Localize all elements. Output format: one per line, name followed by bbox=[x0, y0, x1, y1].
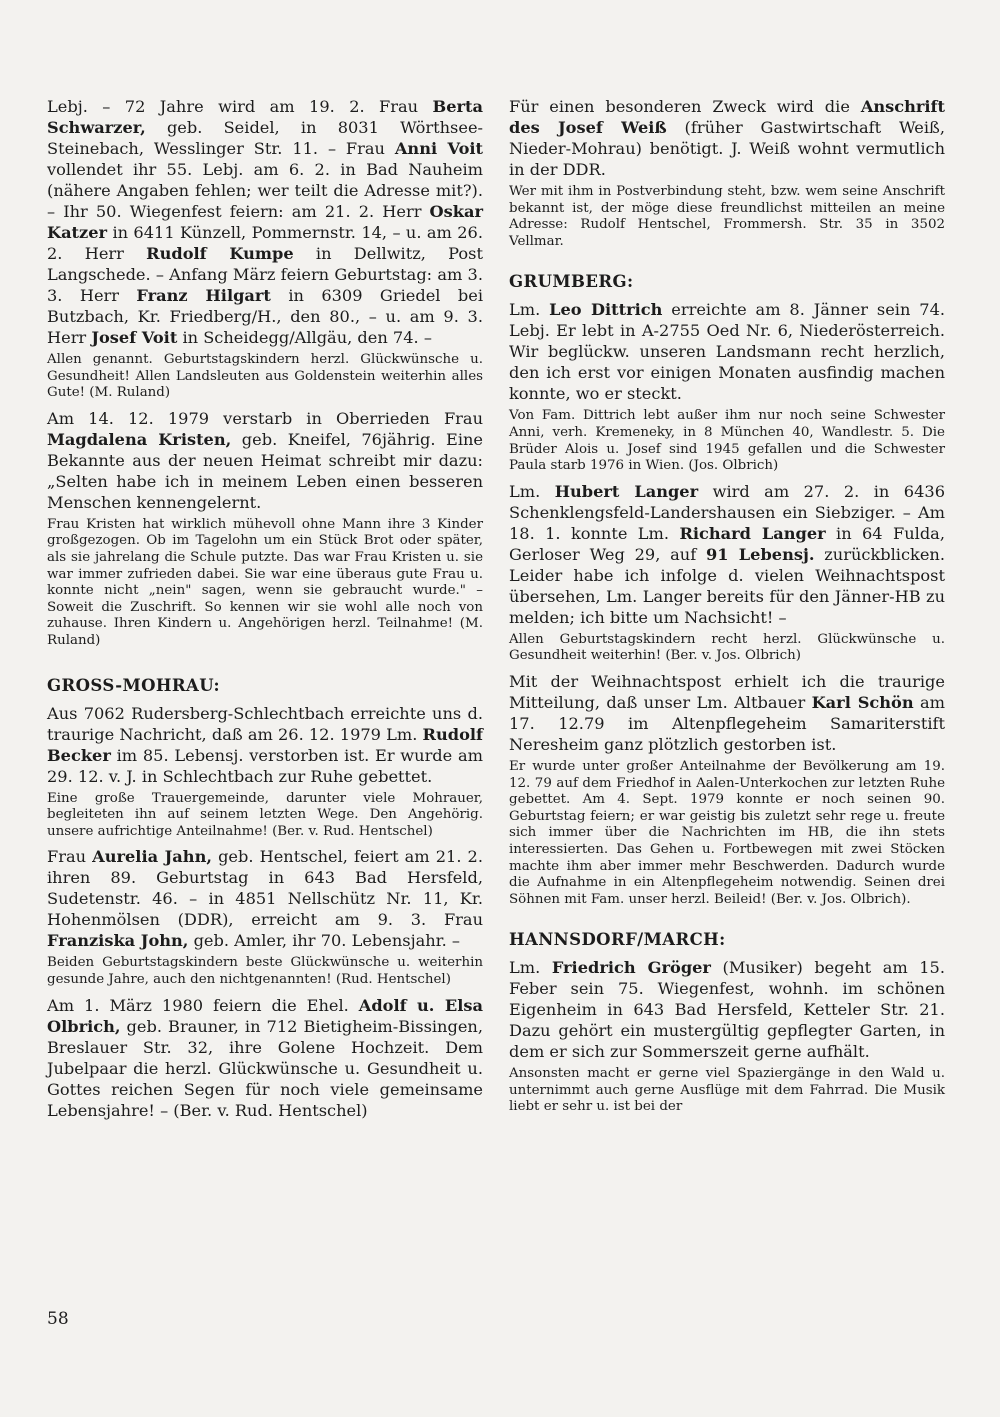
left-column bbox=[47, 96, 483, 1125]
bold-name: Anschrift des Josef Weiß bbox=[509, 97, 945, 137]
bold-name: Rudolf Becker bbox=[47, 724, 483, 765]
birthday-groeger-paragraph: Lm. Friedrich Gröger (Musiker) begeht am 15. Feber sein 75. Wiegenfest, wohnh. im schönen Eigenheim in 643 Bad Hersfeld, Ketteler Str. 21. Dazu gehört ein mustergültig gepflegter Garten, in dem er sich zur Sommerszeit gerne aufhält. bbox=[509, 958, 945, 1062]
section-heading-gross-mohrau: GROSS-MOHRAU: bbox=[47, 675, 220, 695]
bold-name: Anni Voit bbox=[394, 139, 483, 158]
page-number: 58 bbox=[47, 1309, 69, 1329]
birthday-jahn-john-note: Beiden Geburtstagskindern beste Glückwünsche u. weiterhin gesunde Jahre, auch den nichtgenannten! (Rud. Hentschel) bbox=[47, 955, 483, 987]
right-column bbox=[509, 96, 945, 1122]
section-heading-grumberg: GRUMBERG: bbox=[509, 272, 634, 292]
golden-wedding-paragraph: Am 1. März 1980 feiern die Ehel. Adolf u. Elsa Olbrich, geb. Brauner, in 712 Bietigheim-Bissingen, Breslauer Str. 32, ihre Golene Hochzeit. Dem Jubelpaar die herzl. Glückwünsche u. Gesundheit u. Gottes reichen Segen für noch viele gemeinsame Lebensjahre! – (Ber. v. Rud. Hentschel) bbox=[47, 995, 483, 1120]
bold-name: Franziska John, bbox=[47, 931, 189, 951]
bold-name: Adolf u. Elsa Olbrich, bbox=[47, 995, 483, 1036]
birthday-jahn-john-paragraph: Frau Aurelia Jahn, geb. Hentschel, feiert am 21. 2. ihren 89. Geburtstag in 643 Bad Hersfeld, Sudetenstr. 46. – in 4851 Nellschütz Nr. 11, Kr. Hohenmölsen (DDR), erreicht am 9. 3. Frau Franziska John, geb. Amler, ihr 70. Lebensjahr. – bbox=[47, 847, 483, 951]
birthday-langer-paragraph: Lm. Hubert Langer wird am 27. 2. in 6436 Schenklengsfeld-Landershausen ein Siebziger. – Am 18. 1. konnte Lm. Richard Langer in 64 Fulda, Gerloser Weg 29, auf 91 Lebensj. zurückblicken. Leider habe ich infolge d. vielen Weihnachtspost übersehen, Lm. Langer bereits für den Jänner-HB zu melden; ich bitte um Nachsicht! – bbox=[509, 481, 945, 627]
bold-name: Josef Voit bbox=[91, 328, 178, 347]
langer-wishes-note: Allen Geburtstagskindern recht herzl. Glückwünsche u. Gesundheit weiterhin! (Ber. v. Jos. Olbrich) bbox=[509, 631, 945, 664]
bold-name: Berta Schwarzer, bbox=[47, 97, 483, 137]
birthday-wishes-note: Allen genannt. Geburtstagskindern herzl. Glückwünsche u. Gesundheit! Allen Landsleuten aus Goldenstein weiterhin alles Gute! (M. Ruland) bbox=[47, 352, 483, 401]
bold-name: Magdalena Kristen, bbox=[47, 429, 232, 449]
bold-name: Aurelia Jahn, bbox=[92, 847, 212, 867]
obituary-schoen-note: Er wurde unter großer Anteilnahme der Bevölkerung am 19. 12. 79 auf dem Friedhof in Aalen-Unterkochen zur letzten Ruhe gebettet. Am 4. Sept. 1979 konnte er noch seinen 90. Geburtstag feiern; er war geistig bis zuletzt sehr rege u. freute sich immer über die Nachrichten im HB, die ihn stets interessierten. Das Gehen u. Fortbewegen mit zwei Stöcken machte ihm aber immer mehr Beschwerden. Dadurch wurde die Aufnahme in ein Altenpflegeheim notwendig. Seinen drei Söhnen mit Fam. unser herzl. Beileid! (Ber. v. Jos. Olbrich). bbox=[509, 758, 945, 907]
dittrich-family-note: Von Fam. Dittrich lebt außer ihm nur noch seine Schwester Anni, verh. Kremeneky, in 8 München 40, Wandlestr. 5. Die Brüder Alois u. Josef sind 1945 gefallen und die Schwester Paula starb 1976 in Wien. (Jos. Olbrich) bbox=[509, 408, 945, 474]
obituary-schoen-paragraph: Mit der Weihnachtspost erhielt ich die traurige Mitteilung, daß unser Lm. Altbauer Karl Schön am 17. 12.79 im Altenpflegeheim Samariterstift Neresheim ganz plötzlich gestorben ist. bbox=[509, 671, 945, 754]
address-request-paragraph: Für einen besonderen Zweck wird die Anschrift des Josef Weiß (früher Gastwirtschaft Weiß, Nieder-Mohrau) benötigt. J. Weiß wohnt vermutlich in der DDR. bbox=[509, 97, 945, 179]
obituary-becker-paragraph: Aus 7062 Rudersberg-Schlechtbach erreichte uns d. traurige Nachricht, daß am 26. 12. 1979 Lm. Rudolf Becker im 85. Lebensj. verstorben ist. Er wurde am 29. 12. v. J. in Schlechtbach zur Ruhe gebettet. bbox=[47, 703, 483, 786]
bold-name: 91 Lebensj. bbox=[706, 544, 815, 564]
bold-name: Leo Dittrich bbox=[549, 300, 663, 320]
obituary-becker-note: Eine große Trauergemeinde, darunter viele Mohrauer, begleiteten ihn auf seinem letzten Wege. Den Angehörig. unsere aufrichtige Anteilnahme! (Ber. v. Rud. Hentschel) bbox=[47, 790, 483, 839]
bold-name: Franz Hilgart bbox=[136, 286, 271, 305]
groeger-hobbies-note: Ansonsten macht er gerne viel Spaziergänge in den Wald u. unternimmt auch gerne Ausflüge mit dem Fahrrad. Die Musik liebt er sehr u. ist bei der bbox=[509, 1066, 945, 1115]
obituary-kristen-paragraph: Am 14. 12. 1979 verstarb in Oberrieden Frau Magdalena Kristen, geb. Kneifel, 76jährig. Eine Bekannte aus der neuen Heimat schreibt mir dazu: „Selten habe ich in meinem Leben einen besseren Menschen kennengelernt. bbox=[47, 408, 483, 512]
bold-name: Richard Langer bbox=[679, 523, 826, 543]
address-request-note: Wer mit ihm in Postverbindung steht, bzw. wem seine Anschrift bekannt ist, der möge diese freundlichst mitteilen an meine Adresse: Rudolf Hentschel, Frommersh. Str. 35 in 3502 Vellmar. bbox=[509, 184, 945, 249]
bold-name: Hubert Langer bbox=[554, 481, 699, 501]
section-heading-hannsdorf: HANNSDORF/MARCH: bbox=[509, 930, 726, 950]
bold-name: Karl Schön bbox=[811, 692, 914, 712]
obituary-kristen-note: Frau Kristen hat wirklich mühevoll ohne Mann ihre 3 Kinder großgezogen. Ob im Tagelohn um ein Stück Brot oder später, als sie jahrelang die Schule putzte. Das war Frau Kristen u. sie war immer zufrieden dabei. Sie war eine überaus gute Frau u. konnte nicht „nein" sagen, wenn sie gebraucht wurde." – Soweit die Zuschrift. So kennen wir sie wohl alle noch von zuhause. Ihren Kindern u. Angehörigen herzl. Teilnahme! (M. Ruland) bbox=[47, 516, 483, 648]
bold-name: Friedrich Gröger bbox=[551, 958, 711, 978]
bold-name: Oskar Katzer bbox=[47, 202, 483, 242]
birthday-paragraph: Lebj. – 72 Jahre wird am 19. 2. Frau Berta Schwarzer, geb. Seidel, in 8031 Wörthsee-Steinebach, Wesslinger Str. 11. – Frau Anni Voit vollendet ihr 55. Lebj. am 6. 2. in Bad Nauheim (nähere Angaben fehlen; wer teilt die Adresse mit?). – Ihr 50. Wiegenfest feiern: am 21. 2. Herr Oskar Katzer in 6411 Künzell, Pommernstr. 14, – u. am 26. 2. Herr Rudolf Kumpe in Dellwitz, Post Langschede. – Anfang März feiern Geburtstag: am 3. 3. Herr Franz Hilgart in 6309 Griedel bei Butzbach, Kr. Friedberg/H., den 80., – u. am 9. 3. Herr Josef Voit in Scheidegg/Allgäu, den 74. – bbox=[47, 97, 483, 347]
bold-name: Rudolf Kumpe bbox=[146, 244, 294, 263]
birthday-dittrich-paragraph: Lm. Leo Dittrich erreichte am 8. Jänner sein 74. Lebj. Er lebt in A-2755 Oed Nr. 6, Niederösterreich. Wir beglückw. unseren Landsmann recht herzlich, den ich erst vor einigen Monaten ausfindig machen konnte, wo er steckt. bbox=[509, 300, 946, 404]
